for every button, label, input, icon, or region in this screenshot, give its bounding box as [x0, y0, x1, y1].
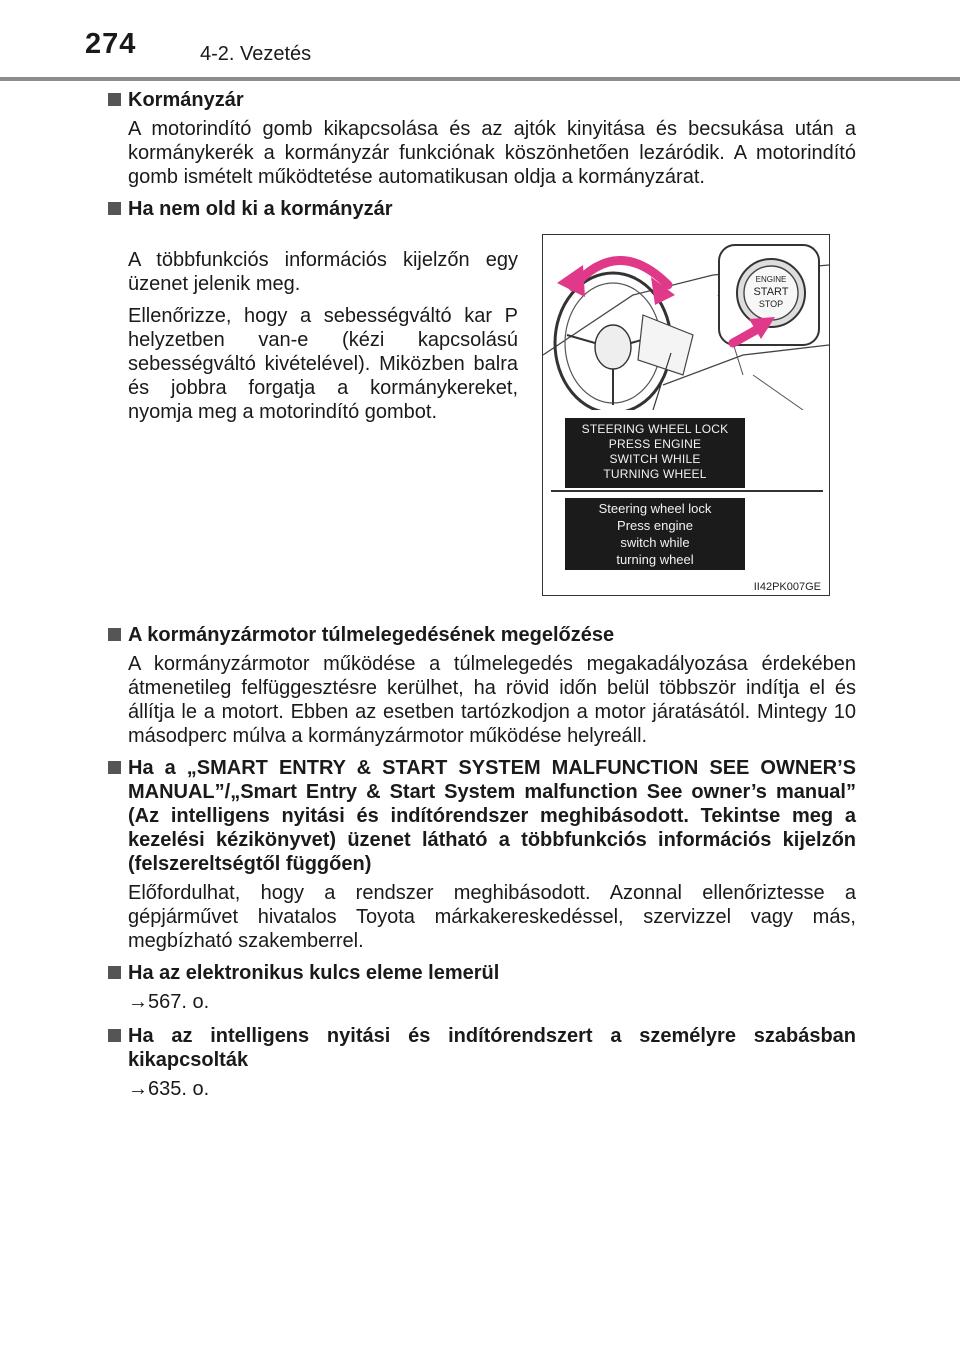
display-message-mixedcase [565, 498, 745, 570]
section-title-text: Ha a „SMART ENTRY & START SYSTEM MALFUNCTION SEE OWNER’S MANUAL”/„Smart Entry & Start System malfunction See owner’s manual” (Az intelligens nyitási és indítórendszer meghibásodott. Tekintse meg a kezelési kézikönyvet) üzenet látható a többfunkciós információs kijelzőn (felszereltségtől függően) [128, 757, 856, 875]
section-system-disabled [108, 1024, 856, 1101]
section-title-text: Ha az intelligens nyitási és indítórendszert a személyre szabásban kikapcsolták [128, 1025, 856, 1071]
display-line: TURNING WHEEL [603, 467, 707, 481]
section-title-text: Kormányzár [128, 89, 244, 111]
figure-divider [551, 490, 823, 492]
display-message-uppercase [565, 418, 745, 488]
section-key-battery [108, 961, 856, 1014]
chapter-title: 4-2. Vezetés [200, 43, 312, 65]
section-title [108, 623, 856, 647]
header-divider [0, 77, 960, 81]
text-with-figure [108, 226, 856, 616]
page-content [108, 88, 856, 1108]
section-paragraph: A kormányzármotor működése a túlmelegedés megakadályozása érdekében átmenetileg felfüggesztésre kerülhet, ha rövid időn belül többször indítja el és állítja le a motort. Ebben az esetben tartózkodjon a motor járatásától. Mintegy 10 másodperc múlva a kormányzármotor működése helyreáll. [128, 653, 856, 747]
display-line: STEERING WHEEL LOCK [581, 422, 729, 436]
section-steering-lock [108, 88, 856, 189]
section-title-text: Ha az elektronikus kulcs eleme lemerül [128, 962, 500, 984]
display-line: Steering wheel lock [598, 501, 712, 516]
page-header [0, 0, 960, 80]
square-bullet-icon [108, 1029, 121, 1042]
section-title [108, 756, 856, 876]
section-title [108, 88, 856, 112]
section-title-text: A kormányzármotor túlmelegedésének megelőzése [128, 624, 615, 646]
square-bullet-icon [108, 202, 121, 215]
button-label-line: STOP [758, 299, 784, 309]
section-paragraph: A motorindító gomb kikapcsolása és az ajtók kinyitása és becsukása után a kormánykerék a kormányzár funkciónak köszönhetően lezáródik. A motorindító gomb ismételt működtetése automatikusan oldja a kormányzárat. [128, 118, 856, 188]
section-malfunction-message [108, 756, 856, 953]
square-bullet-icon [108, 761, 121, 774]
display-line: turning wheel [616, 552, 694, 567]
square-bullet-icon [108, 628, 121, 641]
display-line: Press engine [617, 518, 693, 533]
section-motor-overheat [108, 623, 856, 748]
page-reference: →635. o. [128, 1078, 210, 1100]
button-label-line: ENGINE [755, 275, 787, 284]
button-label-line: START [753, 286, 789, 298]
section-lock-not-released [108, 197, 856, 616]
section-title [108, 1024, 856, 1072]
square-bullet-icon [108, 966, 121, 979]
section-title [108, 961, 856, 985]
display-line: PRESS ENGINE [608, 437, 702, 451]
steering-lock-figure [542, 234, 830, 596]
square-bullet-icon [108, 93, 121, 106]
display-line: switch while [620, 535, 690, 550]
section-title [108, 197, 856, 221]
section-title-text: Ha nem old ki a kormányzár [128, 198, 393, 220]
section-paragraph: A többfunkciós információs kijelzőn egy üzenet jelenik meg. [128, 249, 518, 295]
section-paragraph: Ellenőrizze, hogy a sebességváltó kar P helyzetben van-e (kézi kapcsolású sebességváltó kivételével). Miközben balra és jobbra forgatja a kormánykereket, nyomja meg a motorindító gombot. [128, 305, 518, 423]
page-reference: →567. o. [128, 991, 210, 1013]
page-number: 274 [85, 28, 137, 60]
section-paragraph: Előfordulhat, hogy a rendszer meghibásodott. Azonnal ellenőriztesse a gépjárművet hivatalos Toyota márkakereskedéssel, szervizzel vagy más, megbízható szakemberrel. [128, 882, 856, 952]
steering-wheel-illustration [543, 235, 829, 410]
display-line: SWITCH WHILE [609, 452, 701, 466]
figure-code: II42PK007GE [753, 581, 821, 593]
